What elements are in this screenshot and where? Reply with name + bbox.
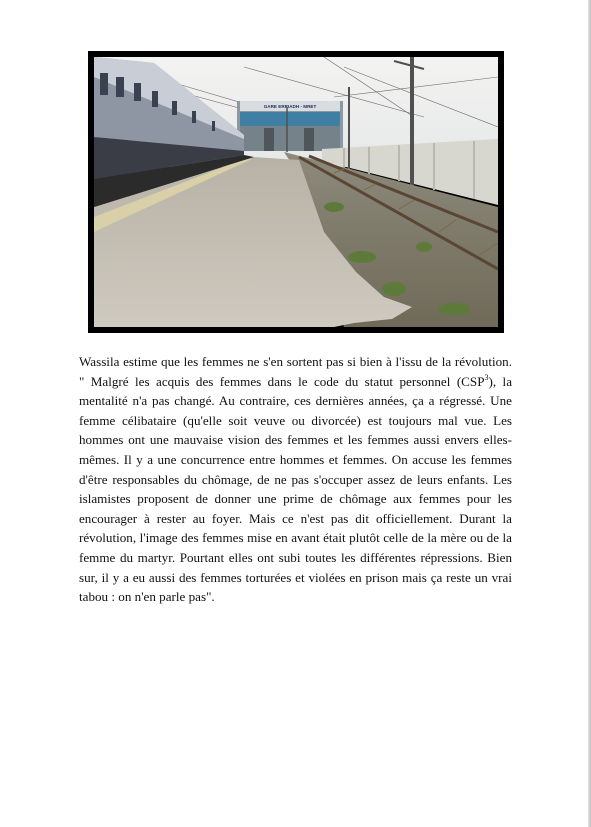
station-sign: GARE ERRIADH - MRET bbox=[263, 104, 317, 109]
paragraph-text-part1: Wassila estime que les femmes ne s'en sortent pas si bien à l'issu de la révolution. " Malgré les acquis des femmes dans le code du statut personnel (CSP bbox=[79, 354, 512, 389]
footnote-reference[interactable]: 3 bbox=[484, 372, 489, 382]
train-station-photo bbox=[94, 57, 498, 327]
body-paragraph bbox=[79, 352, 512, 607]
photo-frame bbox=[88, 51, 504, 333]
paragraph-text-part2: ), la mentalité n'a pas changé. Au contraire, ces dernières années, ça a régressé. Une femme célibataire (qu'elle soit veuve ou divorcée) est toujours mal vue. Les hommes ont une mauvaise vision des femmes et les femmes aussi envers elles-mêmes. Il y a une concurrence entre hommes et femmes. On accuse les femmes d'être responsables du chômage, de ne pas s'occuper assez de leurs enfants. Les islamistes proposent de donner une prime de chômage aux femmes pour les encourager à rester au foyer. Mais ce n'est pas dit officiellement. Durant la révolution, l'image des femmes mise en avant était plutôt celle de la mère ou de la femme du martyr. Pourtant elles ont subi toutes les différentes répressions. Bien sur, il y a eu aussi des femmes torturées et violées en prison mais ça reste un vrai tabou : on n'en parle pas". bbox=[79, 373, 513, 605]
